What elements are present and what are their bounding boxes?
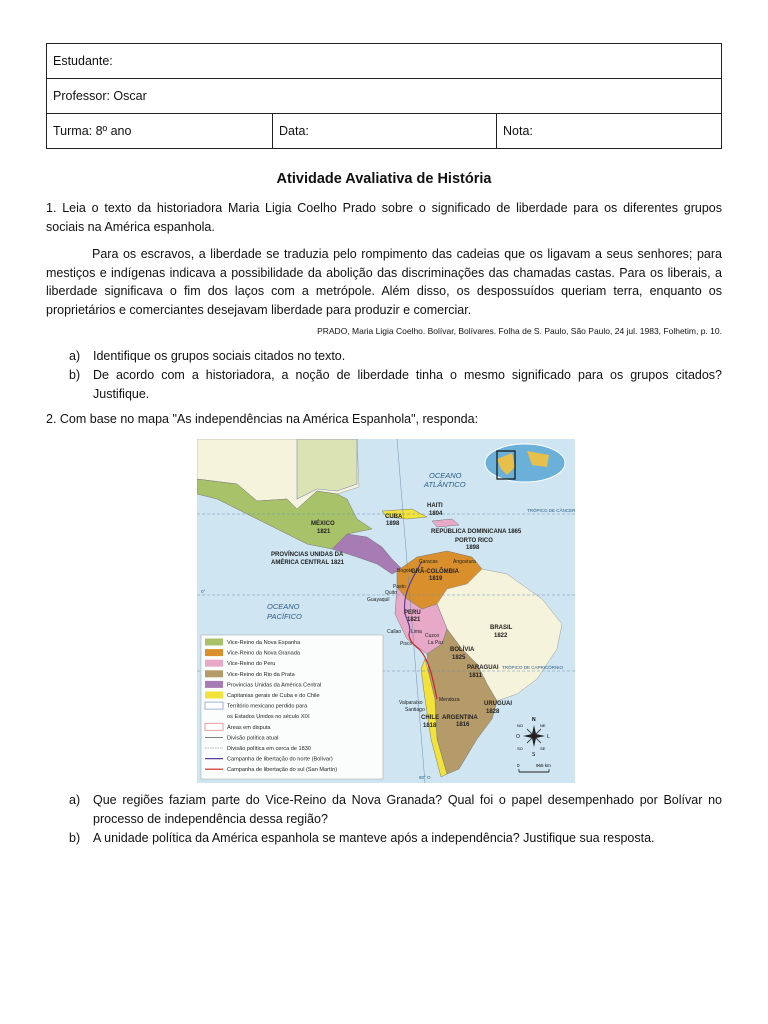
q1-quote: Para os escravos, a liberdade se traduzia pelo rompimento das cadeias que os ligavam a seus senhores; para mestiços e indígenas indicava a possibilidade da abolição das discriminações das chamadas castas. Para os liberais, a liberdade significava o fim dos laços com a metrópole. Além disso, os despossuídos queriam terra, enquanto os proprietários e comerciantes desejavam liberdade para produzir e comerciar. [46,247,722,317]
caracas-label: Caracas [419,559,438,565]
cuzco-label: Cuzco [425,633,440,639]
cuba-label: CUBA [385,514,403,520]
item-text: Identifique os grupos sociais citados no texto. [93,349,346,363]
compass-so: SO [517,746,523,751]
bolivia-year: 1825 [452,655,466,661]
legend-swatch [205,660,223,667]
compass-l: L [547,734,550,740]
compass-o: O [516,734,520,740]
quito-label: Quito [385,590,397,596]
angostura-label: Angostura [453,559,476,565]
chile-year: 1818 [423,723,437,729]
brasil-label: BRASIL [490,625,513,631]
student-field[interactable]: Estudante: [47,44,722,79]
santiago-label: Santiago [405,707,425,713]
page-title: Atividade Avaliativa de História [276,171,492,187]
class-field: Turma: 8º ano [47,114,273,149]
legend-label: Vice-Reino do Peru [227,661,276,668]
q1-intro: 1. Leia o texto da historiadora Maria Ligia Coelho Prado sobre o significado de liberdade para os diferentes grupos sociais na América espanhola. [46,201,722,234]
q2-item-a [46,791,722,828]
item-key: a) [69,793,81,807]
item-key: a) [69,349,81,363]
guayaquil-label: Guayaquil [367,597,390,603]
meridian-label: 80° O [419,775,431,780]
la-paz-label: La Paz [428,640,444,646]
legend-label: Capitanias gerais de Cuba e do Chile [227,693,320,699]
item-text: A unidade política da América espanhola se manteve após a independência? Justifique sua resposta. [93,831,655,845]
cuba-year: 1898 [386,521,400,527]
legend-swatch [205,639,223,646]
haiti-label: HAITI [427,503,443,509]
valparaiso-label: Valparaíso [399,700,423,706]
central-label-1: PROVÍNCIAS UNIDAS DA [271,552,344,558]
tropic-cancer-label: TRÓPICO DE CÂNCER [527,508,575,513]
legend-label: Divisão política em cerca de 1830 [227,746,311,752]
compass-ne: NE [540,723,546,728]
chile-label: CHILE [421,715,439,721]
map-legend [201,635,383,779]
ocean-pac-2: PACÍFICO [267,612,302,621]
lima-label: Lima [411,629,422,635]
bolivia-label: BOLÍVIA [450,647,475,653]
uruguai-year: 1828 [486,709,500,715]
date-field[interactable]: Data: [273,114,497,149]
legend-label: Vice-Reino da Nova Espanha [227,640,301,646]
gran-colombia-year: 1819 [429,576,443,582]
haiti-year: 1804 [429,511,443,517]
q1-item-a [46,347,722,366]
legend-label: Território mexicano perdido para [227,703,308,710]
pasto-label: Pasto [393,584,406,590]
dominicana-label: REPÚBLICA DOMINICANA 1865 [431,529,522,535]
compass-no: NO [517,723,523,728]
header-table [46,43,722,149]
q2-item-b [46,829,722,848]
mendoza-label: Mendoza [439,697,460,703]
legend-swatch [205,692,223,699]
legend-label: Áreas em disputa [227,724,271,731]
item-key: b) [69,368,81,382]
scale-zero: 0 [517,763,520,768]
q1-source: PRADO, Maria Ligia Coelho. Bolívar, Bolívares. Folha de S. Paulo, São Paulo, 24 jul. 1983, Folhetim, p. 10. [317,326,722,336]
compass-se: SE [540,746,546,751]
tropic-capricorn-label: TRÓPICO DE CAPRICÓRNIO [502,665,564,670]
legend-swatch [205,702,223,709]
legend-swatch [205,723,223,730]
porto-rico-year: 1898 [466,545,480,551]
legend-label: Divisão política atual [227,735,279,742]
scale-label: 965 km [536,763,551,768]
legend-swatch [205,649,223,656]
teacher-field: Professor: Oscar [47,79,722,114]
bogota-label: Bogotá [397,568,413,574]
paraguai-year: 1811 [469,673,483,679]
legend-label: Campanha de libertação do norte (Bolívar) [227,756,333,763]
legend-swatch [205,681,223,688]
pisco-label: Pisco [400,641,413,647]
mexico-year: 1821 [317,529,331,535]
callao-label: Callao [387,629,402,635]
gran-colombia-label: GRÃ-COLÔMBIA [411,569,459,575]
independence-map [197,439,575,783]
item-text: De acordo com a historiadora, a noção de liberdade tinha o mesmo significado para os grupos citados? Justifique. [93,368,722,401]
legend-swatch [205,670,223,677]
legend-label: Vice-Reino do Rio da Prata [227,671,295,678]
uruguai-label: URUGUAI [484,701,512,707]
peru-year: 1821 [407,617,421,623]
item-key: b) [69,831,81,845]
q2-intro: 2. Com base no mapa "As independências na América Espanhola", responda: [46,412,479,426]
grade-field[interactable]: Nota: [497,114,722,149]
equator-label: 0° [201,589,206,594]
ocean-pac-1: OCEANO [267,602,300,611]
brasil-year: 1822 [494,633,508,639]
central-label-2: AMÉRICA CENTRAL 1821 [271,560,345,566]
porto-rico-label: PORTO RICO [455,538,493,544]
legend-label: Campanha de libertação do sul (San Martín) [227,767,338,774]
compass-n: N [532,717,536,723]
legend-label: Vice-Reino da Nova Granada [227,650,300,657]
mexico-label: MÉXICO [311,521,335,527]
argentina-year: 1816 [456,722,470,728]
item-text: Que regiões faziam parte do Vice-Reino da Nova Granada? Qual foi o papel desempenhado por Bolívar no processo de independência dessa região? [93,793,722,826]
ocean-atl-1: OCEANO [429,471,462,480]
peru-label: PERU [404,610,421,616]
legend-label: Províncias Unidas da América Central [227,682,322,689]
ocean-atl-2: ATLÂNTICO [424,480,466,489]
q1-item-b [46,366,722,403]
argentina-label: ARGENTINA [442,715,478,721]
compass-s: S [532,752,536,758]
paraguai-label: PARAGUAI [467,665,499,671]
legend-label: os Estados Unidos no século XIX [227,714,310,721]
